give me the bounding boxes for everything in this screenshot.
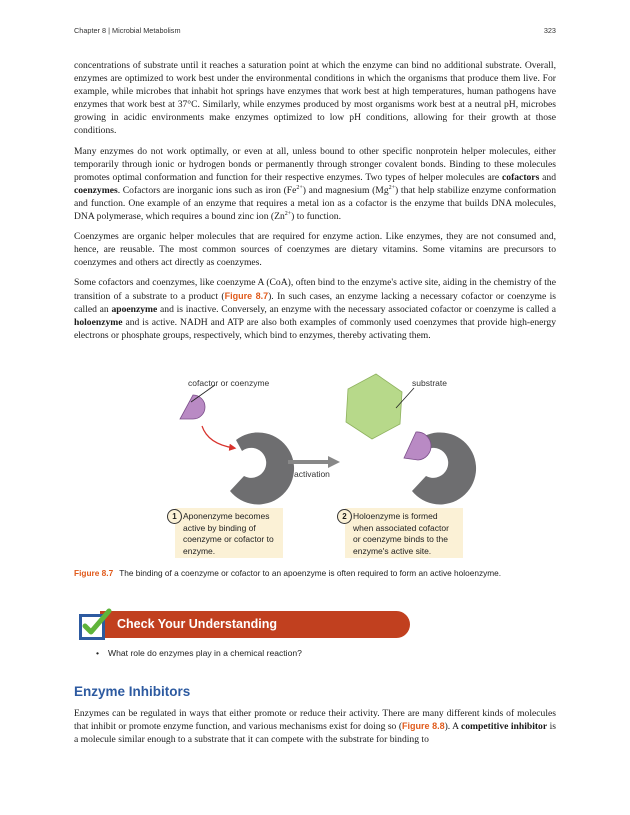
activation-arrow-head xyxy=(328,456,340,468)
question-text: What role do enzymes play in a chemical reaction? xyxy=(108,648,302,658)
text-run: . Cofactors are inorganic ions such as iron (Fe xyxy=(117,184,297,196)
figure-8-8-link[interactable]: Figure 8.8 xyxy=(402,721,445,732)
term-holoenzyme: holoenzyme xyxy=(74,316,123,328)
text-run: ) that help stabilize enzyme conformation and function. One example of an enzyme that requires a metal ion as a cofactor is the enzyme that builds DNA molecules, DNA polymerase, which requires a bound zinc ion (Zn xyxy=(74,184,557,223)
figure-8-7-link[interactable]: Figure 8.7 xyxy=(224,290,269,301)
paragraph-5 xyxy=(74,707,556,746)
paragraph-1: concentrations of substrate until it reaches a saturation point at which the enzyme can bind no additional substrate. Overall, enzymes are optimized to work best under the environmental conditions in which the organisms that produce them live. For example, while microbes that inhabit hot springs have enzymes that work best at high temperatures, human pathogens have enzymes that work best at 37°C. Similarly, while enzymes produced by most organisms work best at a neutral pH, microbes growing in acidic environments make enzymes optimized to low pH conditions, allowing for their growth at those conditions. xyxy=(74,60,556,137)
section-heading: Enzyme Inhibitors xyxy=(74,684,191,699)
text-run: is a molecule similar enough to a substrate that it can compete with the substrate for binding to xyxy=(74,721,556,746)
page-number: 323 xyxy=(543,26,556,35)
text-run: ) and magnesium (Mg xyxy=(302,184,389,196)
check-understanding-title: Check Your Understanding xyxy=(117,617,277,631)
apoenzyme-shape xyxy=(230,432,294,504)
substrate-label: substrate xyxy=(412,378,447,388)
check-understanding-question xyxy=(96,648,302,658)
text-run: and xyxy=(539,171,556,183)
caption-text: The binding of a coenzyme or cofactor to an apoenzyme is often required to form an active holoenzyme. xyxy=(119,568,502,578)
cofactor-shape xyxy=(180,395,205,419)
caption-figure-number: Figure 8.7 xyxy=(74,568,114,578)
step-1-badge: 1 xyxy=(167,509,182,524)
check-understanding-banner xyxy=(100,611,410,638)
cofactor-label: cofactor or coenzyme xyxy=(188,378,270,388)
bound-cofactor-shape xyxy=(404,432,431,460)
term-coenzymes: coenzymes xyxy=(74,184,118,196)
binding-arrow xyxy=(202,426,234,448)
step-1-text: Aponenzyme becomes active by binding of coenzyme or cofactor to enzyme. xyxy=(183,511,274,556)
paragraph-2 xyxy=(74,145,556,224)
figure-caption xyxy=(74,568,564,578)
figure-8-7 xyxy=(150,372,490,562)
superscript: 2+ xyxy=(388,184,396,191)
activation-label: activation xyxy=(294,469,330,479)
step-2-text: Holoenzyme is formed when associated cofactor or coenzyme binds to the enzyme's active site. xyxy=(353,511,449,556)
superscript: 2+ xyxy=(284,210,292,217)
text-run: Many enzymes do not work optimally, or even at all, unless bound to other specific nonprotein helper molecules, either temporarily through ionic or hydrogen bonds or permanently through stronger covalent bonds. Binding to these molecules promotes optimal conformation and function for their respective enzymes. Two types of helper molecules are xyxy=(74,145,556,183)
body-text xyxy=(74,59,556,349)
section-body xyxy=(74,707,556,746)
page-header xyxy=(74,26,556,38)
step-2-callout xyxy=(345,508,463,558)
checkbox-check-icon xyxy=(76,607,112,643)
superscript: 2+ xyxy=(296,184,303,191)
paragraph-4 xyxy=(74,276,556,341)
term-cofactors: cofactors xyxy=(502,171,540,183)
text-run: Some cofactors and coenzymes, like coenzyme A (CoA), often bind to the enzyme's active site, aiding in the chemistry of the transition of a substrate to a product ( xyxy=(74,277,556,302)
term-competitive-inhibitor: competitive inhibitor xyxy=(460,721,548,733)
text-run: ) to function. xyxy=(291,211,341,223)
step-1-callout xyxy=(175,508,283,558)
bullet: • xyxy=(96,648,100,658)
step-2-badge: 2 xyxy=(337,509,352,524)
substrate-shape xyxy=(346,374,402,439)
chapter-title: Chapter 8 | Microbial Metabolism xyxy=(74,26,181,35)
text-run: ). In such cases, an enzyme lacking a necessary cofactor or coenzyme is called an xyxy=(74,290,556,315)
text-run: and is inactive. Conversely, an enzyme with the necessary associated cofactor or coenzyme is called a xyxy=(157,303,556,315)
paragraph-3: Coenzymes are organic helper molecules that are required for enzyme action. Like enzymes, they are not consumed and, hence, are reusable. The most common sources of coenzymes are dietary vitamins. Some vitamins are precursors to coenzymes and others act directly as coenzymes. xyxy=(74,231,556,269)
text-run: ). A xyxy=(444,721,461,733)
term-apoenzyme: apoenzyme xyxy=(111,303,158,315)
text-run: Enzymes can be regulated in ways that either promote or reduce their activity. There are many different kinds of molecules that inhibit or promote enzyme function, and various mechanisms exist for doing so ( xyxy=(74,708,556,733)
text-run: and is active. NADH and ATP are also both examples of commonly used coenzymes that provide high-energy electrons or phosphate groups, respectively, which bind to enzymes, thereby activating them. xyxy=(74,316,556,341)
